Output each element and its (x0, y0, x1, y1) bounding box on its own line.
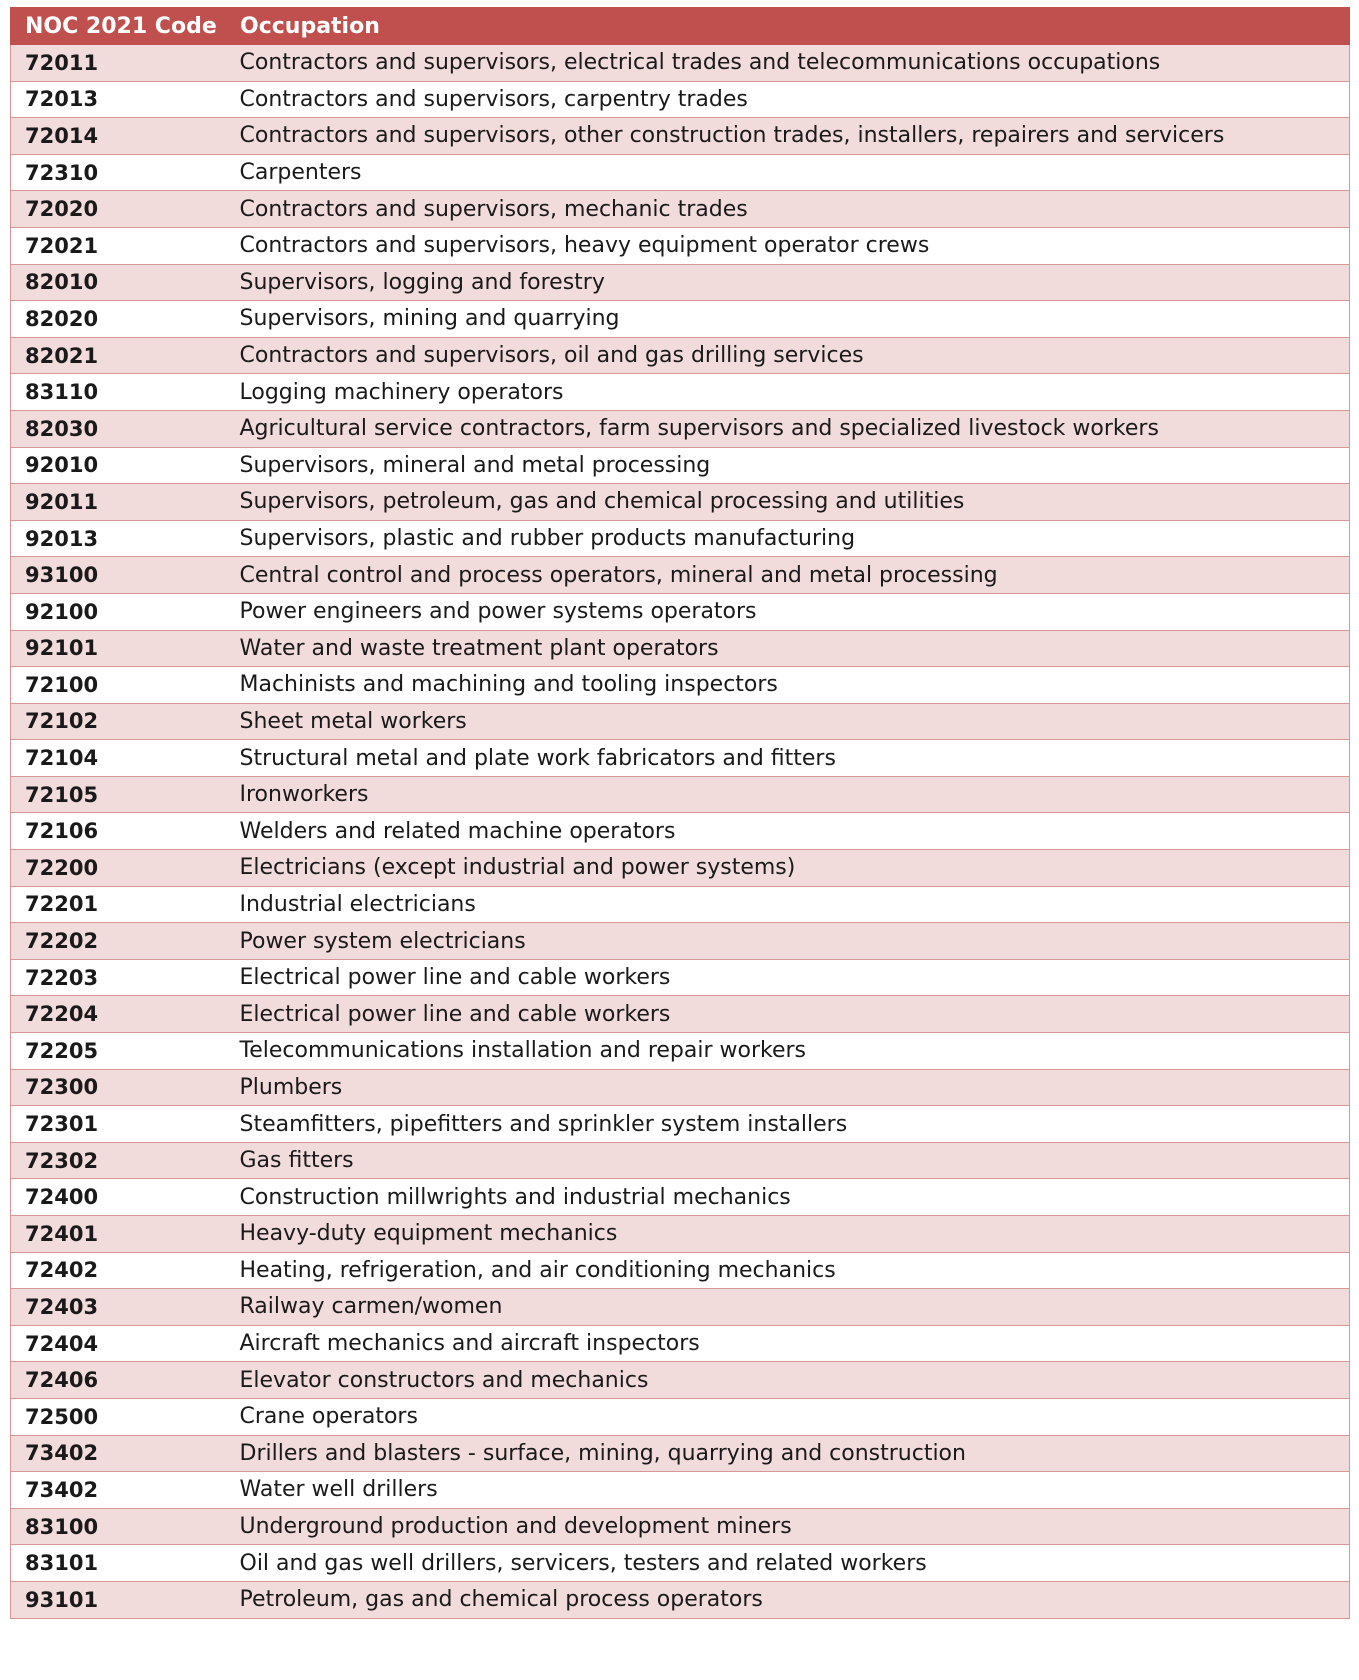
occupation-cell: Carpenters (226, 154, 1350, 191)
table-row (11, 227, 1350, 264)
table-row (11, 264, 1350, 301)
noc-code-cell: 72302 (11, 1142, 226, 1179)
noc-code-cell: 72406 (11, 1362, 226, 1399)
noc-code-cell: 72500 (11, 1398, 226, 1435)
occupation-cell: Water and waste treatment plant operators (226, 630, 1350, 667)
noc-code-cell: 72205 (11, 1033, 226, 1070)
noc-code-cell: 82020 (11, 301, 226, 338)
occupation-cell: Contractors and supervisors, carpentry trades (226, 81, 1350, 118)
table-row (11, 593, 1350, 630)
occupation-cell: Telecommunications installation and repair workers (226, 1033, 1350, 1070)
occupation-cell: Contractors and supervisors, other construction trades, installers, repairers and servicers (226, 118, 1350, 155)
table-row (11, 1289, 1350, 1326)
table-row (11, 1069, 1350, 1106)
noc-code-cell: 72301 (11, 1106, 226, 1143)
occupation-cell: Electrical power line and cable workers (226, 959, 1350, 996)
occupation-cell: Power system electricians (226, 923, 1350, 960)
table-row (11, 1362, 1350, 1399)
occupation-cell: Supervisors, plastic and rubber products manufacturing (226, 520, 1350, 557)
noc-code-cell: 92100 (11, 593, 226, 630)
occupation-cell: Water well drillers (226, 1472, 1350, 1509)
noc-code-cell: 72401 (11, 1216, 226, 1253)
table-row (11, 1252, 1350, 1289)
table-row (11, 45, 1350, 82)
table-row (11, 484, 1350, 521)
noc-code-cell: 82030 (11, 410, 226, 447)
occupation-cell: Crane operators (226, 1398, 1350, 1435)
table-row (11, 1106, 1350, 1143)
occupation-cell: Agricultural service contractors, farm supervisors and specialized livestock workers (226, 410, 1350, 447)
occupation-cell: Sheet metal workers (226, 703, 1350, 740)
noc-code-cell: 72310 (11, 154, 226, 191)
table-row (11, 1216, 1350, 1253)
occupation-cell: Central control and process operators, mineral and metal processing (226, 557, 1350, 594)
table-row (11, 703, 1350, 740)
occupation-cell: Supervisors, logging and forestry (226, 264, 1350, 301)
occupation-cell: Drillers and blasters - surface, mining, quarrying and construction (226, 1435, 1350, 1472)
noc-code-cell: 82021 (11, 337, 226, 374)
table-row (11, 776, 1350, 813)
occupation-cell: Aircraft mechanics and aircraft inspectors (226, 1325, 1350, 1362)
table-row (11, 667, 1350, 704)
table-row (11, 1472, 1350, 1509)
header-row (11, 8, 1350, 45)
table-row (11, 1545, 1350, 1582)
occupation-cell: Supervisors, mining and quarrying (226, 301, 1350, 338)
noc-code-cell: 72021 (11, 227, 226, 264)
occupation-cell: Contractors and supervisors, mechanic trades (226, 191, 1350, 228)
noc-occupation-table (10, 7, 1350, 1619)
occupation-cell: Construction millwrights and industrial mechanics (226, 1179, 1350, 1216)
noc-code-cell: 72403 (11, 1289, 226, 1326)
noc-code-cell: 93100 (11, 557, 226, 594)
noc-code-cell: 92013 (11, 520, 226, 557)
header-occupation: Occupation (226, 8, 1350, 45)
occupation-cell: Petroleum, gas and chemical process operators (226, 1581, 1350, 1618)
noc-code-cell: 72203 (11, 959, 226, 996)
occupation-cell: Industrial electricians (226, 886, 1350, 923)
occupation-cell: Power engineers and power systems operators (226, 593, 1350, 630)
occupation-cell: Electrical power line and cable workers (226, 996, 1350, 1033)
table-header (11, 8, 1350, 45)
occupation-cell: Contractors and supervisors, heavy equipment operator crews (226, 227, 1350, 264)
table-row (11, 630, 1350, 667)
noc-code-cell: 72400 (11, 1179, 226, 1216)
noc-code-cell: 72100 (11, 667, 226, 704)
occupation-cell: Ironworkers (226, 776, 1350, 813)
noc-code-cell: 72404 (11, 1325, 226, 1362)
noc-code-cell: 72201 (11, 886, 226, 923)
noc-code-cell: 72106 (11, 813, 226, 850)
table-row (11, 118, 1350, 155)
noc-code-cell: 72105 (11, 776, 226, 813)
occupation-cell: Contractors and supervisors, oil and gas drilling services (226, 337, 1350, 374)
table-body (11, 45, 1350, 1619)
table-row (11, 1435, 1350, 1472)
table-row (11, 81, 1350, 118)
noc-code-cell: 92011 (11, 484, 226, 521)
table-row (11, 886, 1350, 923)
table-row (11, 850, 1350, 887)
occupation-cell: Plumbers (226, 1069, 1350, 1106)
occupation-cell: Gas fitters (226, 1142, 1350, 1179)
table-row (11, 959, 1350, 996)
table-row (11, 520, 1350, 557)
occupation-cell: Machinists and machining and tooling inspectors (226, 667, 1350, 704)
table-row (11, 301, 1350, 338)
table-row (11, 996, 1350, 1033)
noc-code-cell: 72102 (11, 703, 226, 740)
noc-code-cell: 72020 (11, 191, 226, 228)
table-row (11, 447, 1350, 484)
table-row (11, 1508, 1350, 1545)
occupation-cell: Logging machinery operators (226, 374, 1350, 411)
table-row (11, 923, 1350, 960)
occupation-cell: Elevator constructors and mechanics (226, 1362, 1350, 1399)
noc-code-cell: 72013 (11, 81, 226, 118)
table-row (11, 1581, 1350, 1618)
header-noc-code: NOC 2021 Code (11, 8, 226, 45)
noc-code-cell: 83110 (11, 374, 226, 411)
occupation-cell: Electricians (except industrial and power systems) (226, 850, 1350, 887)
noc-code-cell: 92101 (11, 630, 226, 667)
table-row (11, 740, 1350, 777)
occupation-cell: Oil and gas well drillers, servicers, testers and related workers (226, 1545, 1350, 1582)
occupation-cell: Structural metal and plate work fabricators and fitters (226, 740, 1350, 777)
table-row (11, 191, 1350, 228)
table-row (11, 154, 1350, 191)
noc-code-cell: 93101 (11, 1581, 226, 1618)
table-row (11, 1142, 1350, 1179)
occupation-cell: Steamfitters, pipefitters and sprinkler system installers (226, 1106, 1350, 1143)
noc-code-cell: 72011 (11, 45, 226, 82)
occupation-cell: Supervisors, petroleum, gas and chemical processing and utilities (226, 484, 1350, 521)
occupation-cell: Heating, refrigeration, and air conditioning mechanics (226, 1252, 1350, 1289)
occupation-cell: Contractors and supervisors, electrical trades and telecommunications occupations (226, 45, 1350, 82)
noc-code-cell: 72402 (11, 1252, 226, 1289)
table-row (11, 337, 1350, 374)
occupation-cell: Underground production and development miners (226, 1508, 1350, 1545)
noc-code-cell: 72202 (11, 923, 226, 960)
table-row (11, 1325, 1350, 1362)
noc-code-cell: 73402 (11, 1435, 226, 1472)
noc-code-cell: 83100 (11, 1508, 226, 1545)
table-row (11, 374, 1350, 411)
noc-code-cell: 73402 (11, 1472, 226, 1509)
occupation-cell: Heavy-duty equipment mechanics (226, 1216, 1350, 1253)
noc-code-cell: 72300 (11, 1069, 226, 1106)
occupation-cell: Railway carmen/women (226, 1289, 1350, 1326)
table-row (11, 557, 1350, 594)
occupation-cell: Supervisors, mineral and metal processing (226, 447, 1350, 484)
noc-code-cell: 72200 (11, 850, 226, 887)
noc-code-cell: 72204 (11, 996, 226, 1033)
noc-code-cell: 83101 (11, 1545, 226, 1582)
table-row (11, 410, 1350, 447)
occupation-cell: Welders and related machine operators (226, 813, 1350, 850)
table-row (11, 1033, 1350, 1070)
table-row (11, 813, 1350, 850)
noc-code-cell: 72014 (11, 118, 226, 155)
noc-code-cell: 72104 (11, 740, 226, 777)
table-row (11, 1179, 1350, 1216)
noc-code-cell: 92010 (11, 447, 226, 484)
table-row (11, 1398, 1350, 1435)
noc-code-cell: 82010 (11, 264, 226, 301)
